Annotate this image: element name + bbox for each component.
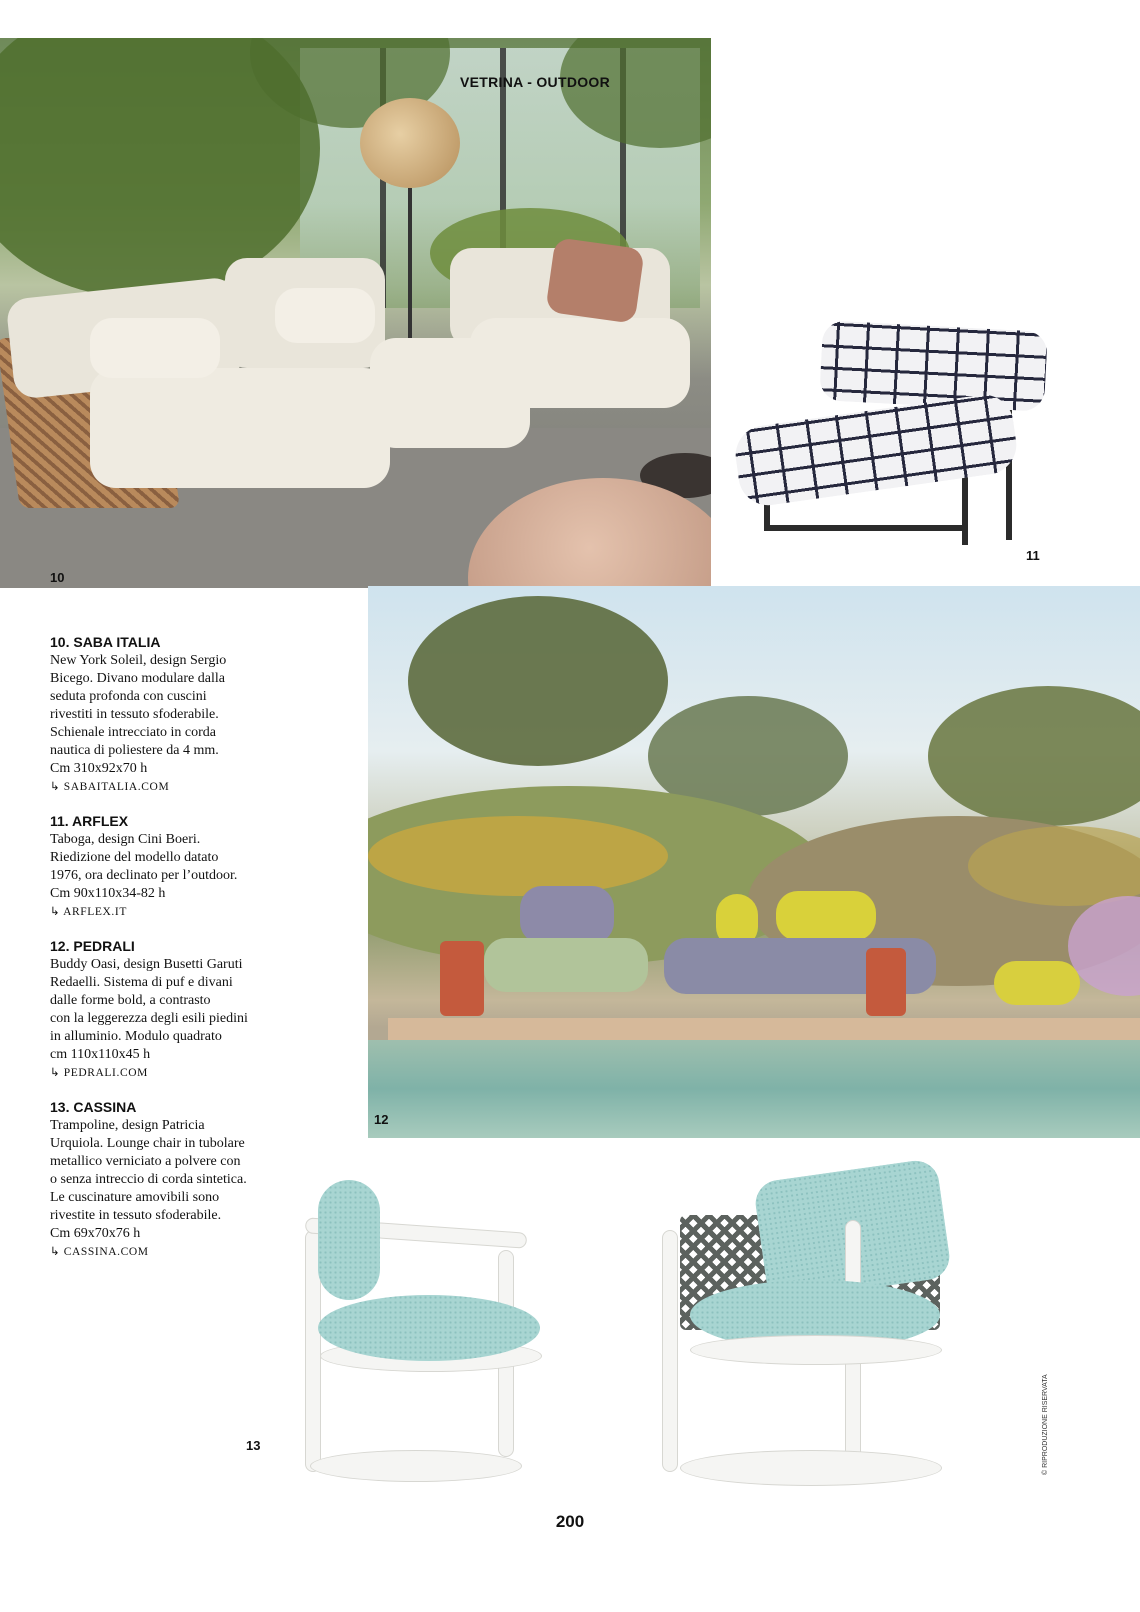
entry-line: rivestite in tessuto sfoderabile. (50, 1208, 222, 1223)
green-pouf (484, 938, 648, 992)
entry-body (50, 652, 290, 778)
entry-line: metallico verniciato a polvere con (50, 1154, 241, 1169)
entry-saba-italia (50, 634, 290, 793)
entry-line: Redaelli. Sistema di puf e divani (50, 975, 233, 990)
chair-frame (764, 525, 964, 531)
yellow-pouf (994, 961, 1080, 1005)
olive-tree (408, 596, 668, 766)
entry-title: 10. SABA ITALIA (50, 634, 161, 650)
entry-cassina (50, 1099, 290, 1258)
captions-column (50, 634, 290, 1278)
chair-back-cushion (819, 320, 1048, 412)
entry-line: nautica di poliestere da 4 mm. (50, 743, 219, 758)
entry-pedrali (50, 938, 290, 1079)
entry-line: 1976, ora declinato per l’outdoor. (50, 868, 238, 883)
cushion (90, 318, 220, 378)
pillow (545, 237, 645, 324)
round-back-cushion (318, 1180, 380, 1300)
photo-13-label: 13 (246, 1438, 261, 1453)
entry-link-row (50, 1244, 290, 1258)
yellow-flowers (368, 816, 668, 896)
entry-line: Schienale intrecciato in corda (50, 725, 216, 740)
lilac-backrest (520, 886, 614, 944)
photo-12-label: 12 (374, 1112, 389, 1127)
link-arrow-icon: ↳ (50, 906, 61, 918)
entry-line: Cm 310x92x70 h (50, 761, 148, 776)
entry-body (50, 956, 290, 1064)
entry-link-row (50, 1065, 290, 1079)
wood-deck (388, 1018, 1140, 1040)
pendant-lamp (360, 98, 460, 188)
entry-line: rivestiti in tessuto sfoderabile. (50, 707, 219, 722)
yellow-backrest (776, 891, 876, 941)
entry-line: in alluminio. Modulo quadrato (50, 1029, 222, 1044)
copyright-notice: © RIPRODUZIONE RISERVATA (1042, 1374, 1049, 1475)
entry-line: con la leggerezza degli esili piedini (50, 1011, 248, 1026)
entry-line: Trampoline, design Patricia (50, 1118, 205, 1133)
entry-title: 12. PEDRALI (50, 938, 135, 954)
entry-link-row (50, 904, 290, 918)
chair-frame (662, 1230, 678, 1472)
photo-11-lounge-chair (726, 300, 1056, 560)
entry-line: seduta profonda con cuscini (50, 689, 207, 704)
website-link[interactable]: SABAITALIA.COM (63, 781, 170, 793)
cushion (275, 288, 375, 343)
chair-seat-cushion (732, 391, 1020, 509)
entry-line: Cm 90x110x34-82 h (50, 886, 166, 901)
red-side-table (866, 948, 906, 1016)
photo-12-outdoor-poufs (368, 586, 1140, 1138)
entry-arflex (50, 813, 290, 918)
photo-13-lounge-chairs (300, 1170, 1000, 1500)
entry-line: cm 110x110x45 h (50, 1047, 151, 1062)
website-link[interactable]: ARFLEX.IT (63, 906, 127, 918)
entry-title: 11. ARFLEX (50, 813, 129, 829)
lamp-pole (408, 188, 412, 338)
photo-10-label: 10 (50, 570, 65, 585)
entry-line: Urquiola. Lounge chair in tubolare (50, 1136, 245, 1151)
entry-line: Cm 69x70x76 h (50, 1226, 141, 1241)
entry-line: Buddy Oasi, design Busetti Garuti (50, 957, 243, 972)
sofa-seat (90, 368, 390, 488)
link-arrow-icon: ↳ (50, 781, 61, 793)
running-head: VETRINA - OUTDOOR (460, 74, 611, 90)
chair-seat-ring (690, 1335, 942, 1365)
pool (368, 1040, 1140, 1138)
tree (928, 686, 1140, 826)
red-side-table (440, 941, 484, 1016)
seat-cushion (318, 1295, 540, 1361)
website-link[interactable]: PEDRALI.COM (63, 1067, 148, 1079)
entry-line: o senza intreccio di corda sintetica. (50, 1172, 247, 1187)
photo-10-sofa (0, 38, 711, 588)
link-arrow-icon: ↳ (50, 1246, 61, 1258)
entry-line: New York Soleil, design Sergio (50, 653, 227, 668)
sofa-seat (470, 318, 690, 408)
entry-line: Bicego. Divano modulare dalla (50, 671, 225, 686)
entry-line: Le cuscinature amovibili sono (50, 1190, 220, 1205)
entry-line: dalle forme bold, a contrasto (50, 993, 211, 1008)
entry-body (50, 1117, 290, 1243)
photo-11-label: 11 (1026, 548, 1040, 563)
chair-base (680, 1450, 942, 1486)
chair-base (310, 1450, 522, 1482)
entry-body (50, 831, 290, 903)
entry-line: Riedizione del modello datato (50, 850, 219, 865)
link-arrow-icon: ↳ (50, 1067, 61, 1079)
entry-link-row (50, 779, 290, 793)
entry-title: 13. CASSINA (50, 1099, 137, 1115)
website-link[interactable]: CASSINA.COM (63, 1246, 149, 1258)
page-number: 200 (555, 1512, 585, 1531)
entry-line: Taboga, design Cini Boeri. (50, 832, 201, 847)
